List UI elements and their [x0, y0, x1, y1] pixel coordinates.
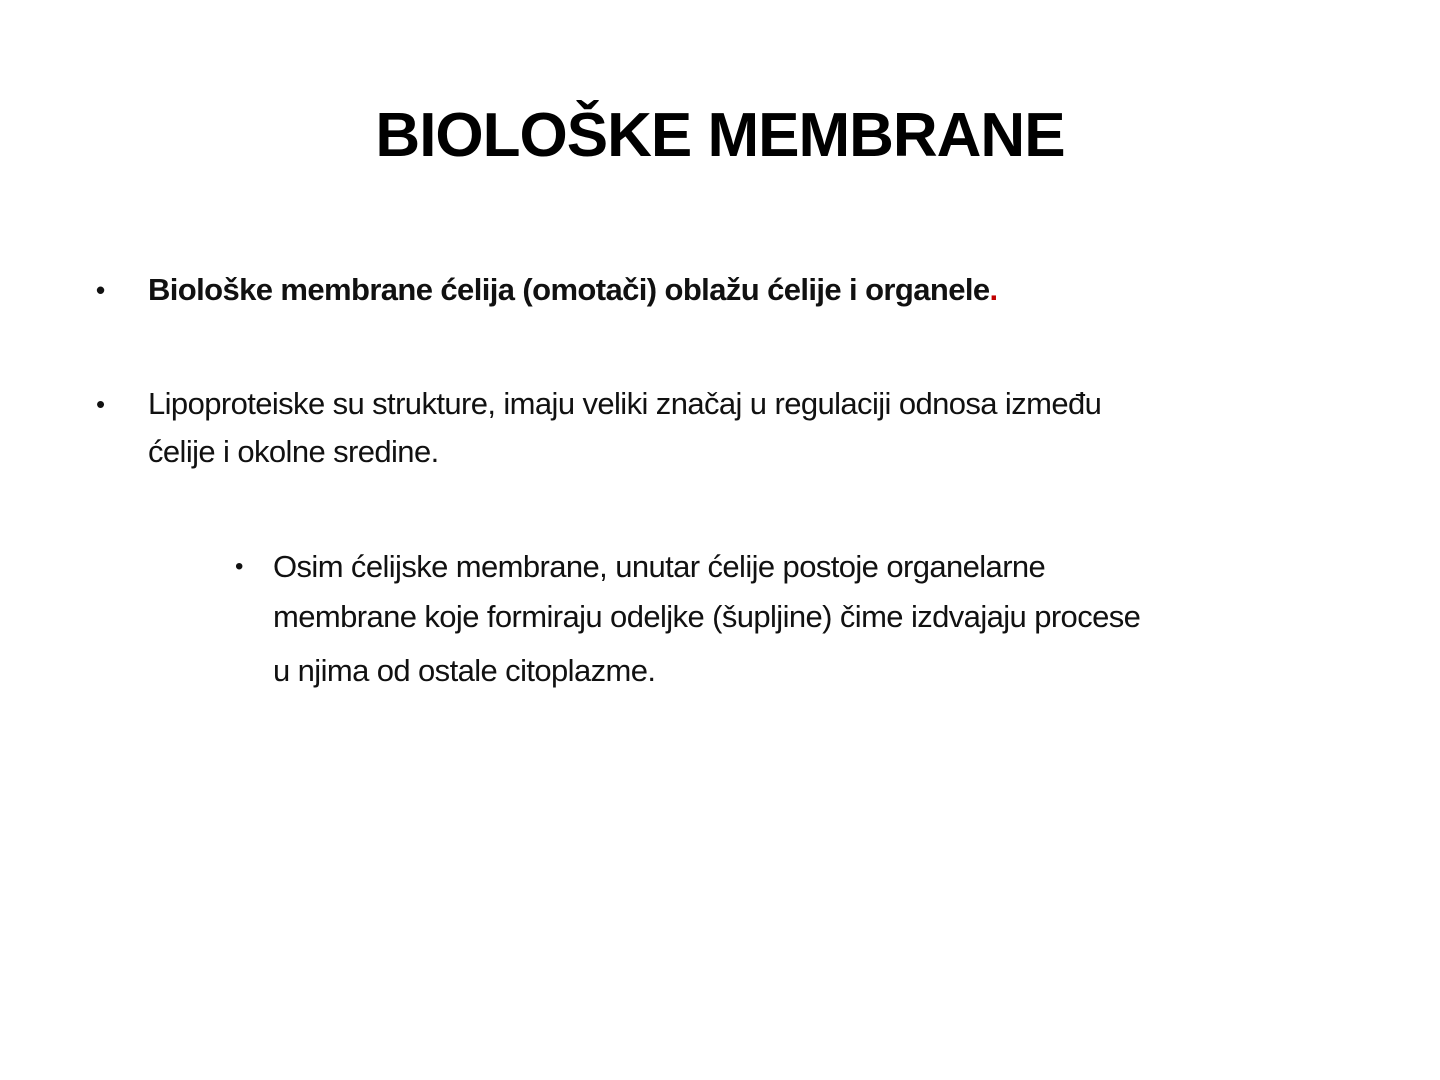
bullet-text-line: Lipoproteiske su strukture, imaju veliki značaj u regulaciji odnosa između	[148, 386, 1102, 421]
bullet-text-line: Osim ćelijske membrane, unutar ćelije postoje organelarne	[273, 549, 1046, 584]
bullet-text: Biološke membrane ćelija (omotači) oblažu ćelije i organele	[148, 272, 990, 307]
bullet-dot-icon: •	[96, 389, 105, 419]
bullet-dot-icon: •	[96, 275, 105, 305]
bullet-text-line: ćelije i okolne sredine.	[148, 434, 439, 469]
bullet-dot-icon: •	[235, 553, 243, 580]
slide-title: BIOLOŠKE MEMBRANE	[375, 101, 1065, 170]
bullet-text-line: membrane koje formiraju odeljke (šupljine) čime izdvajaju procese	[273, 599, 1141, 634]
sub-bullet-item	[235, 542, 1363, 696]
bullet-item	[96, 266, 1348, 314]
bullet-text-line: u njima od ostale citoplazme.	[273, 653, 656, 688]
bullet-item	[96, 380, 1348, 476]
bullet-trailing-period: .	[989, 272, 998, 307]
